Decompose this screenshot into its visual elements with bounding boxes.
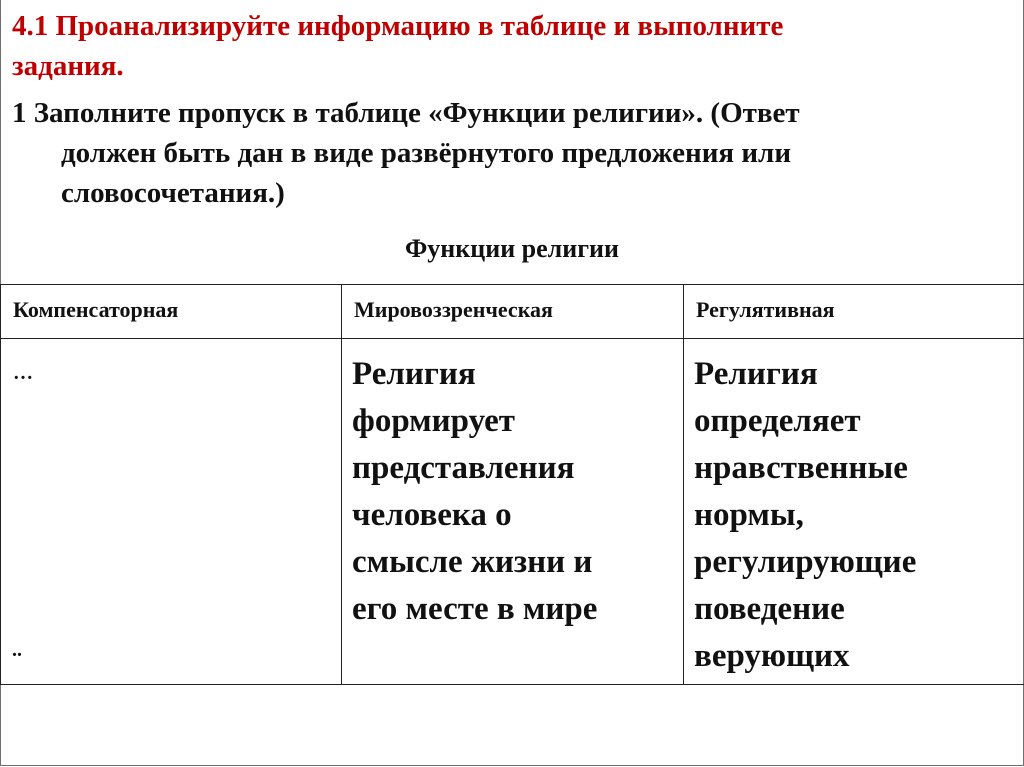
regulative-line: нормы, [694,497,804,533]
table-header-row [1,285,1024,339]
cell-regulative [684,339,1024,685]
cell-worldview [342,339,684,685]
regulative-line: верующих [694,638,850,674]
table-row [1,339,1024,685]
header-worldview: Мировоззренческая [342,285,684,339]
religion-functions-table [0,284,1024,685]
worldview-description [342,339,683,633]
regulative-line: поведение [694,591,845,627]
task-instruction-line-3: словосочетания.) [61,177,285,209]
worldview-line: человека о [352,497,512,533]
worldview-line: формирует [352,403,515,439]
regulative-description [684,339,1024,680]
task-instruction [12,93,1002,213]
task-instruction-line-1: Заполните пропуск в таблице «Функции религии». (Ответ [33,97,800,129]
blank-placeholder-top: … [13,362,33,384]
regulative-line: Религия [694,356,818,392]
regulative-line: нравственные [694,450,908,486]
cell-compensatory-blank [1,339,342,685]
task-title-line-1: 4.1 Проанализируйте информацию в таблице и выполните [12,10,784,42]
task-number: 1 [12,97,27,129]
task-instruction-line-2: должен быть дан в виде развёрнутого предложения или [61,137,792,169]
worldview-line: представления [352,450,575,486]
header-regulative: Регулятивная [684,285,1024,339]
header-compensatory: Компенсаторная [1,285,342,339]
regulative-line: определяет [694,403,861,439]
task-title [12,6,972,86]
blank-placeholder-bottom: .. [12,639,22,661]
task-title-line-2: задания. [12,50,124,82]
regulative-line: регулирующие [694,544,917,580]
worldview-line: Религия [352,356,476,392]
worldview-line: смысле жизни и [352,544,593,580]
worldview-line: его месте в мире [352,591,598,627]
table-caption: Функции религии [404,234,620,263]
